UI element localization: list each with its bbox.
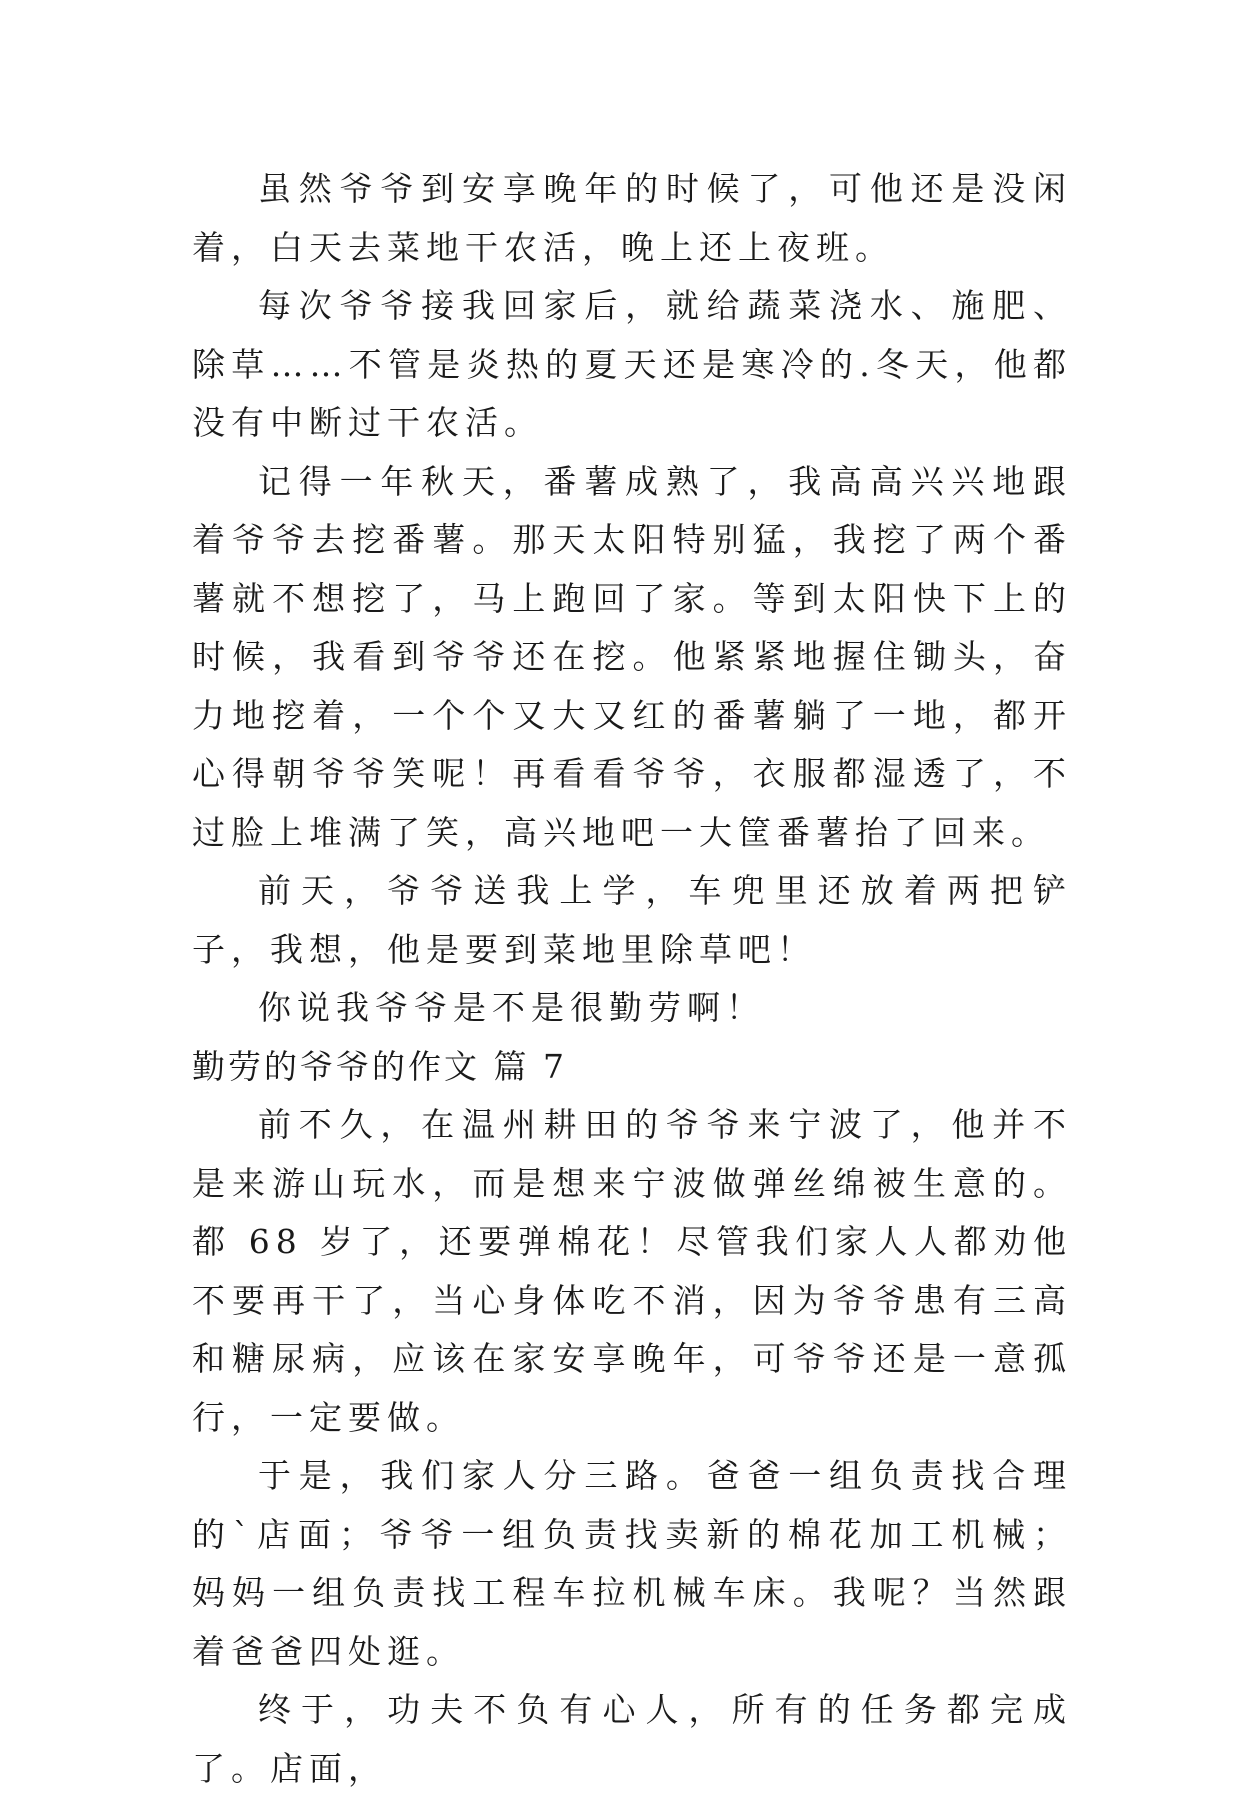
paragraph: 记得一年秋天，番薯成熟了，我高高兴兴地跟着爷爷去挖番薯。那天太阳特别猛，我挖了两个番薯就不想挖了，马上跑回了家。等到太阳快下上的时候，我看到爷爷还在挖。他紧紧地握住锄头，奋力地挖着，一个个又大又红的番薯躺了一地，都开心得朝爷爷笑呢！再看看爷爷，衣服都湿透了，不过脸上堆满了笑，高兴地吧一大筐番薯抬了回来。 xyxy=(192,461,1072,852)
paragraph: 终于，功夫不负有心人，所有的任务都完成了。店面， xyxy=(192,1690,1072,1788)
paragraph: 前不久，在温州耕田的爷爷来宁波了，他并不是来游山玩水，而是想来宁波做弹丝绵被生意的。都 68 岁了，还要弹棉花！尽管我们家人人都劝他不要再干了，当心身体吃不消，因为爷爷患有三高和糖尿病，应该在家安享晚年，可爷爷还是一意孤行，一定要做。 xyxy=(192,1105,1072,1437)
paragraph: 虽然爷爷到安享晚年的时候了，可他还是没闲着，白天去菜地干农活，晚上还上夜班。 xyxy=(192,169,1072,267)
document-body xyxy=(192,160,1072,1798)
paragraph: 前天，爷爷送我上学，车兜里还放着两把铲子，我想，他是要到菜地里除草吧！ xyxy=(192,871,1072,969)
paragraph: 每次爷爷接我回家后，就给蔬菜浇水、施肥、除草……不管是炎热的夏天还是寒冷的.冬天，他都没有中断过干农活。 xyxy=(192,286,1072,442)
section-heading: 勤劳的爷爷的作文 篇 7 xyxy=(192,1046,567,1086)
paragraph: 你说我爷爷是不是很勤劳啊！ xyxy=(258,988,765,1027)
paragraph: 于是，我们家人分三路。爸爸一组负责找合理的`店面；爷爷一组负责找卖新的棉花加工机械；妈妈一组负责找工程车拉机械车床。我呢？当然跟着爸爸四处逛。 xyxy=(192,1456,1072,1671)
